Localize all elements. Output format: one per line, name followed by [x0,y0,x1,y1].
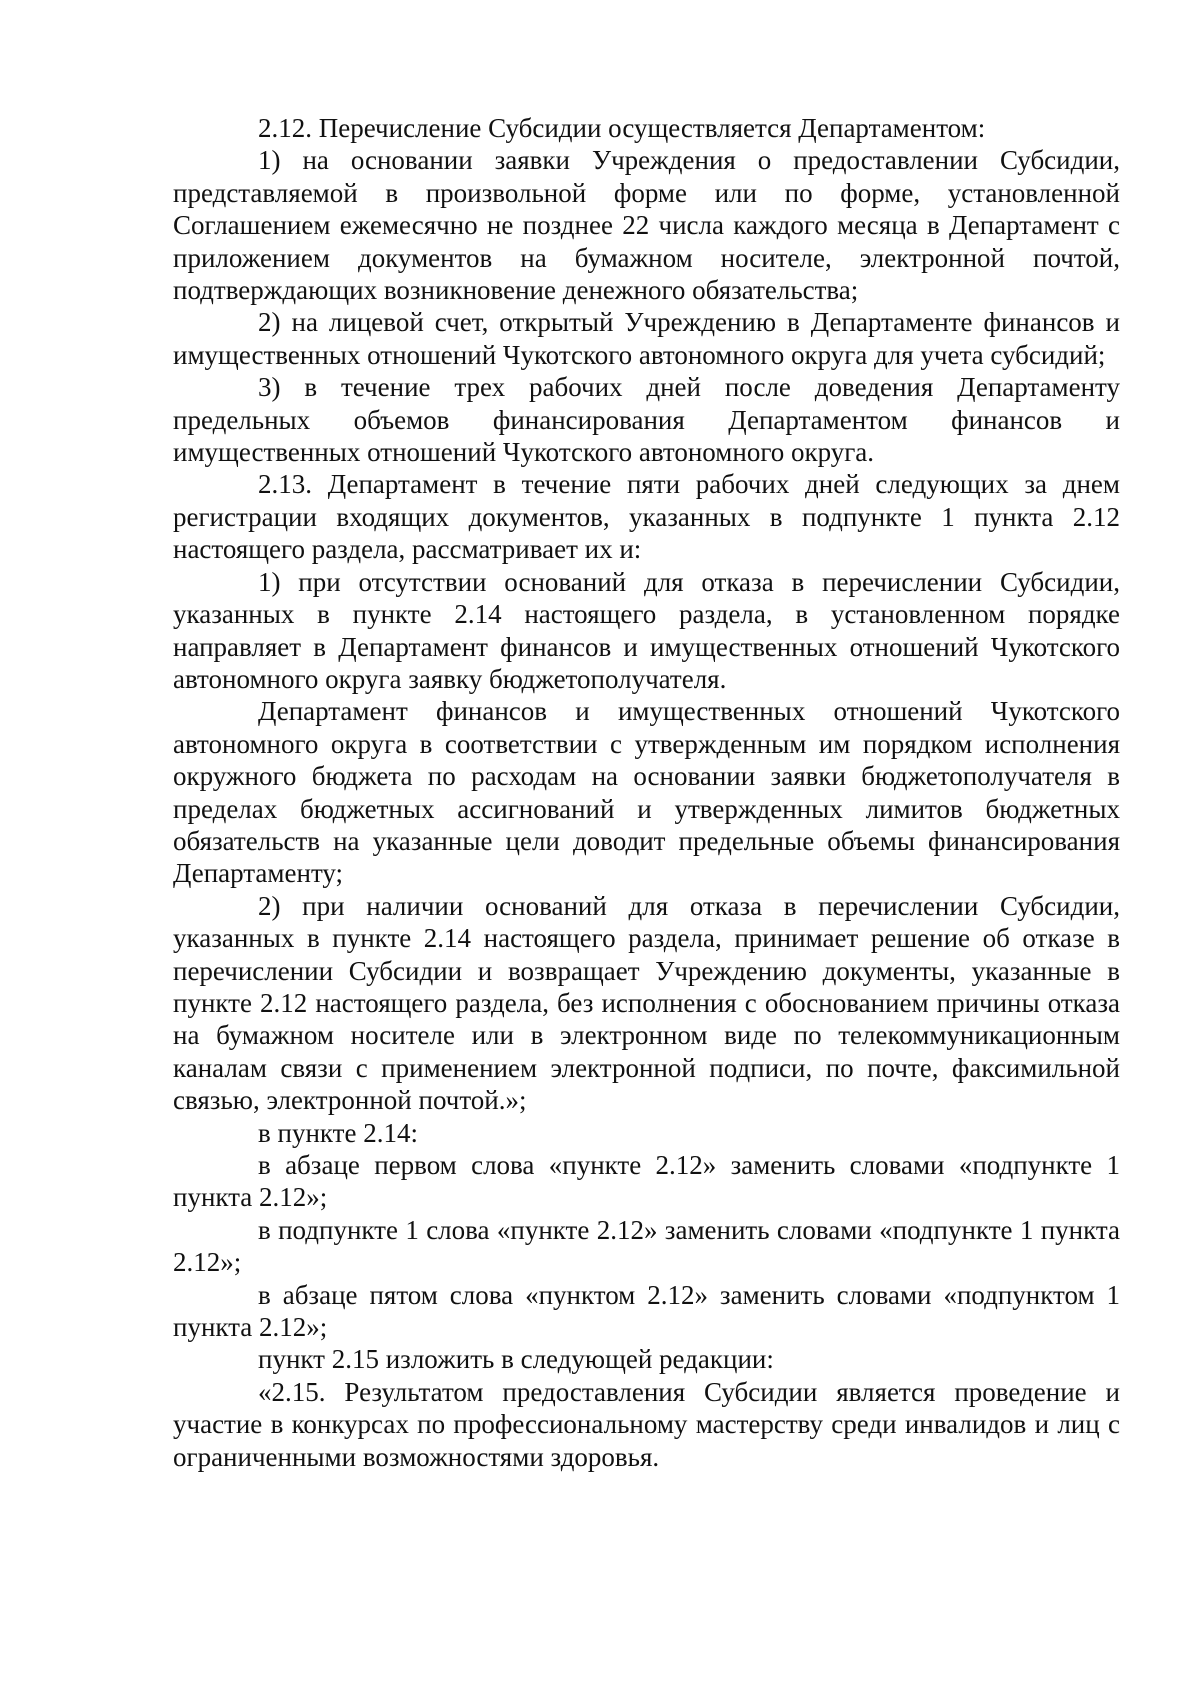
paragraph-2-12-heading: 2.12. Перечисление Субсидии осуществляется Департаментом: [258,113,986,143]
paragraph-2-15-text: «2.15. Результатом предоставления Субсидии является проведение и участие в конкурсах по профессиональному мастерству среди инвалидов и лиц с ограниченными возможностями здоровья. [173,1376,1120,1472]
paragraph-2-14-first-abzac: в абзаце первом слова «пункте 2.12» заменить словами «подпункте 1 пункта 2.12»; [173,1150,1120,1213]
paragraph-2-12-item-3: 3) в течение трех рабочих дней после доведения Департаменту предельных объемов финансирования Департаментом финансов и имущественных отношений Чукотского автономного округа. [173,372,1120,468]
paragraph-2-13-item-2: 2) при наличии оснований для отказа в перечислении Субсидии, указанных в пункте 2.14 настоящего раздела, принимает решение об отказе в перечислении Субсидии и возвращает Учреждению документы, указанные в пункте 2.12 настоящего раздела, без исполнения с обоснованием причины отказа на бумажном носителе или в электронном виде по телекоммуникационным каналам связи с применением электронной подписи, по почте, факсимильной связью, электронной почтой.»; [173,890,1120,1116]
paragraph-2-13-heading: 2.13. Департамент в течение пяти рабочих дней следующих за днем регистрации входящих документов, указанных в подпункте 1 пункта 2.12 настоящего раздела, рассматривает их и: [173,469,1120,565]
paragraph-2-12-item-2: 2) на лицевой счет, открытый Учреждению в Департаменте финансов и имущественных отношений Чукотского автономного округа для учета субсидий; [173,307,1120,370]
paragraph-2-13-finance-department: Департамент финансов и имущественных отношений Чукотского автономного округа в соответствии с утвержденным им порядком исполнения окружного бюджета по расходам на основании заявки бюджетополучателя в пределах бюджетных ассигнований и утвержденных лимитов бюджетных обязательств на указанные цели доводит предельные объемы финансирования Департаменту; [173,696,1120,889]
paragraph-2-12-item-1: 1) на основании заявки Учреждения о предоставлении Субсидии, представляемой в произвольной форме или по форме, установленной Соглашением ежемесячно не позднее 22 числа каждого месяца в Департамент с приложением документов на бумажном носителе, электронной почтой, подтверждающих возникновение денежного обязательства; [173,145,1120,306]
paragraph-2-13-item-1: 1) при отсутствии оснований для отказа в перечислении Субсидии, указанных в пункте 2.14 настоящего раздела, в установленном порядке направляет в Департамент финансов и имущественных отношений Чукотского автономного округа заявку бюджетополучателя. [173,566,1120,694]
paragraph-2-14-intro: в пункте 2.14: [258,1117,418,1148]
document-page [173,112,1120,1473]
paragraph-2-14-fifth-abzac: в абзаце пятом слова «пунктом 2.12» заменить словами «подпунктом 1 пункта 2.12»; [173,1279,1120,1343]
paragraph-2-15-intro: пункт 2.15 изложить в следующей редакции: [258,1344,774,1375]
paragraph-2-14-subpoint-1: в подпункте 1 слова «пункте 2.12» заменить словами «подпункте 1 пункта 2.12»; [173,1214,1120,1278]
